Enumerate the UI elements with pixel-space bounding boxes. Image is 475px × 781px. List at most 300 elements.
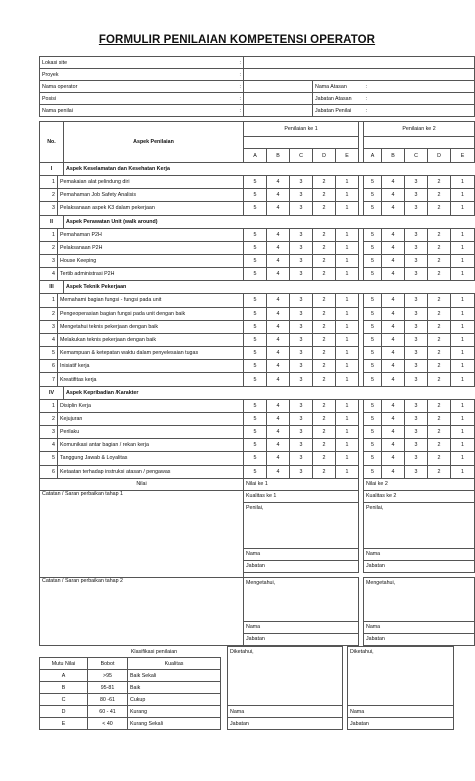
score-p2-option[interactable]: 2 xyxy=(428,294,451,307)
score-p1-option[interactable]: 3 xyxy=(290,202,313,215)
score-p2-option[interactable]: 1 xyxy=(451,202,475,215)
score-p1-option[interactable]: 1 xyxy=(336,399,359,412)
penilaian1-header: Penilaian ke 1 xyxy=(244,122,359,137)
score-p2-option[interactable]: 4 xyxy=(382,320,405,333)
score-p1-option[interactable]: 4 xyxy=(267,360,290,373)
colon: : xyxy=(64,81,244,93)
score-p1-option[interactable]: 4 xyxy=(267,439,290,452)
score-p1-option[interactable]: 3 xyxy=(290,320,313,333)
score-p1-option[interactable]: 5 xyxy=(244,294,267,307)
score-p1-option[interactable]: 2 xyxy=(313,254,336,267)
score-p2-option[interactable]: 2 xyxy=(428,228,451,241)
criteria-label: Pemahaman P2H xyxy=(58,228,244,241)
field-row-penilai xyxy=(40,105,475,117)
score-p2-option[interactable]: 3 xyxy=(405,320,428,333)
score-p2-option[interactable]: 5 xyxy=(364,333,382,346)
signature-area-3[interactable] xyxy=(244,589,359,622)
score-p1-option[interactable]: 4 xyxy=(267,176,290,189)
score-p2-option[interactable]: 5 xyxy=(364,373,382,386)
score-p2-option[interactable]: 2 xyxy=(428,465,451,478)
score-p2-option[interactable]: 1 xyxy=(451,268,475,281)
score-p1-option[interactable]: 1 xyxy=(336,452,359,465)
score-p1-option[interactable]: 1 xyxy=(336,268,359,281)
score-p2-option[interactable]: 1 xyxy=(451,189,475,202)
score-p2-option[interactable]: 5 xyxy=(364,347,382,360)
criteria-no: 4 xyxy=(40,268,58,281)
penilaian2-sub xyxy=(364,137,475,149)
jabatan-atasan-input[interactable] xyxy=(364,93,475,105)
score-p2-option[interactable]: 1 xyxy=(451,373,475,386)
score-p1-option[interactable]: 4 xyxy=(267,426,290,439)
score-p1-option[interactable]: 3 xyxy=(290,439,313,452)
score-p2-option[interactable]: 4 xyxy=(382,452,405,465)
score-p2-option[interactable]: 4 xyxy=(382,228,405,241)
criteria-row xyxy=(40,439,475,452)
score-p1-option[interactable]: 3 xyxy=(290,347,313,360)
score-p2-option[interactable]: 1 xyxy=(451,465,475,478)
score-p2-option[interactable]: 4 xyxy=(382,399,405,412)
signature-area-2[interactable] xyxy=(364,514,475,549)
score-p2-option[interactable]: 4 xyxy=(382,189,405,202)
score-p2-option[interactable]: 5 xyxy=(364,452,382,465)
criteria-label: Inisiatif kerja xyxy=(58,360,244,373)
score-p1-option[interactable]: 3 xyxy=(290,268,313,281)
score-p2-option[interactable]: 1 xyxy=(451,307,475,320)
score-p2-option[interactable]: 4 xyxy=(382,254,405,267)
score-p1-option[interactable]: 3 xyxy=(290,176,313,189)
form-sheet xyxy=(39,56,465,730)
score-p1-option[interactable]: 2 xyxy=(313,399,336,412)
score-p1-option[interactable]: 1 xyxy=(336,360,359,373)
criteria-label: Pemakaian alat pelindung diri xyxy=(58,176,244,189)
score-p1-option[interactable]: 2 xyxy=(313,426,336,439)
nama-4: Nama xyxy=(364,621,475,633)
score-p1-option[interactable]: 1 xyxy=(336,241,359,254)
score-p2-option[interactable]: 1 xyxy=(451,439,475,452)
criteria-row xyxy=(40,399,475,412)
score-p1-option[interactable]: 3 xyxy=(290,452,313,465)
score-p1-option[interactable]: 5 xyxy=(244,254,267,267)
signature-area-5[interactable] xyxy=(228,658,343,706)
score-p2-option[interactable]: 2 xyxy=(428,333,451,346)
score-p2-option[interactable]: 1 xyxy=(451,399,475,412)
score-p1-option[interactable]: 4 xyxy=(267,241,290,254)
score-p1-option[interactable]: 4 xyxy=(267,465,290,478)
score-p1-option[interactable]: 5 xyxy=(244,399,267,412)
colon: : xyxy=(365,95,367,102)
score-p1-option[interactable]: 3 xyxy=(290,189,313,202)
score-p1-option[interactable]: 5 xyxy=(244,241,267,254)
score-p1-option[interactable]: 2 xyxy=(313,189,336,202)
score-p1-option[interactable]: 5 xyxy=(244,176,267,189)
grade-header-p1-2: C xyxy=(290,149,313,163)
score-p1-option[interactable]: 4 xyxy=(267,268,290,281)
score-p2-option[interactable]: 5 xyxy=(364,268,382,281)
score-p1-option[interactable]: 4 xyxy=(267,254,290,267)
klas-mutu: A xyxy=(40,670,88,682)
grade-header-p1-1: B xyxy=(267,149,290,163)
score-p1-option[interactable]: 5 xyxy=(244,333,267,346)
score-p2-option[interactable]: 4 xyxy=(382,465,405,478)
klas-bobot: >95 xyxy=(88,670,128,682)
score-p2-option[interactable]: 4 xyxy=(382,360,405,373)
score-p2-option[interactable]: 1 xyxy=(451,176,475,189)
klas-kualitas: Kurang xyxy=(128,706,221,718)
lokasi-label: Lokasi site xyxy=(40,57,64,69)
score-p2-option[interactable]: 5 xyxy=(364,176,382,189)
score-p2-option[interactable]: 1 xyxy=(451,347,475,360)
criteria-no: 2 xyxy=(40,307,58,320)
score-p1-option[interactable]: 3 xyxy=(290,228,313,241)
score-p1-option[interactable]: 2 xyxy=(313,465,336,478)
catatan2-label[interactable]: Catatan / Saran perbaikan tahap 2 xyxy=(40,577,244,645)
score-p1-option[interactable]: 3 xyxy=(290,373,313,386)
score-p1-option[interactable]: 1 xyxy=(336,202,359,215)
nama-2: Nama xyxy=(364,548,475,560)
score-p1-option[interactable]: 4 xyxy=(267,347,290,360)
score-p2-option[interactable]: 4 xyxy=(382,373,405,386)
score-p2-option[interactable]: 1 xyxy=(451,320,475,333)
nama-1: Nama xyxy=(244,548,359,560)
jabatan-2: Jabatan xyxy=(364,560,475,572)
colon: : xyxy=(365,83,367,90)
criteria-no: 3 xyxy=(40,426,58,439)
score-p2-option[interactable]: 3 xyxy=(405,294,428,307)
score-p1-option[interactable]: 5 xyxy=(244,426,267,439)
score-p2-option[interactable]: 1 xyxy=(451,254,475,267)
score-p1-option[interactable]: 5 xyxy=(244,202,267,215)
score-p1-option[interactable]: 4 xyxy=(267,202,290,215)
score-p2-option[interactable]: 5 xyxy=(364,412,382,425)
score-p2-option[interactable]: 3 xyxy=(405,254,428,267)
score-p2-option[interactable]: 3 xyxy=(405,268,428,281)
score-p1-option[interactable]: 5 xyxy=(244,439,267,452)
score-p2-option[interactable]: 5 xyxy=(364,426,382,439)
score-p1-option[interactable]: 4 xyxy=(267,189,290,202)
score-p1-option[interactable]: 2 xyxy=(313,452,336,465)
criteria-row xyxy=(40,426,475,439)
score-p2-option[interactable]: 2 xyxy=(428,399,451,412)
score-p1-option[interactable]: 4 xyxy=(267,294,290,307)
nama-3: Nama xyxy=(244,621,359,633)
score-p1-option[interactable]: 5 xyxy=(244,412,267,425)
score-p1-option[interactable]: 1 xyxy=(336,439,359,452)
score-p1-option[interactable]: 3 xyxy=(290,426,313,439)
score-p2-option[interactable]: 3 xyxy=(405,399,428,412)
score-p1-option[interactable]: 3 xyxy=(290,254,313,267)
score-p1-option[interactable]: 1 xyxy=(336,294,359,307)
score-p1-option[interactable]: 2 xyxy=(313,241,336,254)
score-p2-option[interactable]: 1 xyxy=(451,426,475,439)
score-p1-option[interactable]: 3 xyxy=(290,360,313,373)
score-p1-option[interactable]: 2 xyxy=(313,228,336,241)
score-p2-option[interactable]: 3 xyxy=(405,202,428,215)
score-p1-option[interactable]: 5 xyxy=(244,373,267,386)
jabatan-4: Jabatan xyxy=(364,633,475,645)
criteria-label: Kejujuran xyxy=(58,412,244,425)
klas-header-kualitas: Kualitas xyxy=(128,658,221,670)
grade-header-p2-3: D xyxy=(428,149,451,163)
score-p1-option[interactable]: 5 xyxy=(244,268,267,281)
score-p2-option[interactable]: 5 xyxy=(364,241,382,254)
form-title: FORMULIR PENILAIAN KOMPETENSI OPERATOR xyxy=(98,34,376,46)
score-p1-option[interactable]: 3 xyxy=(290,294,313,307)
klas-header-bobot: Bobot xyxy=(88,658,128,670)
catatan1-label[interactable]: Catatan / Saran perbaikan tahap 1 xyxy=(40,490,244,577)
score-p1-option[interactable]: 3 xyxy=(290,412,313,425)
criteria-no: 1 xyxy=(40,228,58,241)
score-p2-option[interactable]: 4 xyxy=(382,439,405,452)
score-p1-option[interactable]: 5 xyxy=(244,452,267,465)
score-p2-option[interactable]: 5 xyxy=(364,294,382,307)
score-p2-option[interactable]: 3 xyxy=(405,228,428,241)
kualitas-ke1[interactable]: Kualitas ke 1 xyxy=(244,490,359,502)
score-p1-option[interactable]: 2 xyxy=(313,294,336,307)
grade-header-p1-4: E xyxy=(336,149,359,163)
score-p1-option[interactable]: 4 xyxy=(267,307,290,320)
score-p2-option[interactable]: 4 xyxy=(382,347,405,360)
section-title: Aspek Teknik Pekerjaan xyxy=(64,281,475,294)
score-p2-option[interactable]: 1 xyxy=(451,452,475,465)
score-p2-option[interactable]: 5 xyxy=(364,399,382,412)
score-p1-option[interactable]: 3 xyxy=(290,307,313,320)
signature-area-4[interactable] xyxy=(364,589,475,622)
score-p1-option[interactable]: 4 xyxy=(267,333,290,346)
diketahui-1: Diketahui, xyxy=(228,646,343,658)
score-p1-option[interactable]: 1 xyxy=(336,307,359,320)
colon: : xyxy=(64,105,244,117)
grade-header-p1-3: D xyxy=(313,149,336,163)
score-p1-option[interactable]: 1 xyxy=(336,412,359,425)
score-p2-option[interactable]: 2 xyxy=(428,176,451,189)
score-p2-option[interactable]: 4 xyxy=(382,426,405,439)
criteria-no: 4 xyxy=(40,333,58,346)
score-p2-option[interactable]: 2 xyxy=(428,189,451,202)
score-p2-option[interactable]: 3 xyxy=(405,412,428,425)
score-p2-option[interactable]: 1 xyxy=(451,294,475,307)
score-p2-option[interactable]: 3 xyxy=(405,452,428,465)
field-row-proyek xyxy=(40,69,475,81)
score-p1-option[interactable]: 1 xyxy=(336,228,359,241)
score-p1-option[interactable]: 2 xyxy=(313,307,336,320)
klas-row xyxy=(40,706,454,718)
score-p2-option[interactable]: 1 xyxy=(451,333,475,346)
jabatan-6: Jabatan xyxy=(348,718,454,730)
score-p2-option[interactable]: 2 xyxy=(428,452,451,465)
score-p2-option[interactable]: 2 xyxy=(428,241,451,254)
score-p2-option[interactable]: 4 xyxy=(382,176,405,189)
criteria-label: Mengetahui teknis pekerjaan dengan baik xyxy=(58,320,244,333)
score-p2-option[interactable]: 2 xyxy=(428,426,451,439)
criteria-label: Komunikasi antar bagian / rekan kerja xyxy=(58,439,244,452)
score-p2-option[interactable]: 3 xyxy=(405,333,428,346)
score-p2-option[interactable]: 1 xyxy=(451,228,475,241)
criteria-no: 3 xyxy=(40,254,58,267)
criteria-no: 5 xyxy=(40,452,58,465)
score-p2-option[interactable]: 4 xyxy=(382,241,405,254)
signature-area-6[interactable] xyxy=(348,658,454,706)
score-p2-option[interactable]: 1 xyxy=(451,412,475,425)
score-p2-option[interactable]: 3 xyxy=(405,241,428,254)
signature-area-1[interactable] xyxy=(244,514,359,549)
nilai-ke1[interactable]: Nilai ke 1 xyxy=(244,478,359,490)
score-p2-option[interactable]: 5 xyxy=(364,189,382,202)
score-p2-option[interactable]: 3 xyxy=(405,439,428,452)
score-p1-option[interactable]: 1 xyxy=(336,465,359,478)
grade-header-p2-4: E xyxy=(451,149,475,163)
score-p1-option[interactable]: 5 xyxy=(244,320,267,333)
score-p1-option[interactable]: 5 xyxy=(244,189,267,202)
score-p2-option[interactable]: 3 xyxy=(405,176,428,189)
score-p2-option[interactable]: 3 xyxy=(405,307,428,320)
score-p1-option[interactable]: 4 xyxy=(267,228,290,241)
score-p1-option[interactable]: 2 xyxy=(313,268,336,281)
score-p2-option[interactable]: 3 xyxy=(405,465,428,478)
score-p2-option[interactable]: 5 xyxy=(364,320,382,333)
score-p2-option[interactable]: 4 xyxy=(382,268,405,281)
score-p2-option[interactable]: 4 xyxy=(382,202,405,215)
kualitas-ke2[interactable]: Kualitas ke 2 xyxy=(364,490,475,502)
score-p1-option[interactable]: 5 xyxy=(244,228,267,241)
score-p2-option[interactable]: 2 xyxy=(428,254,451,267)
score-p1-option[interactable]: 1 xyxy=(336,426,359,439)
criteria-row xyxy=(40,176,475,189)
score-p1-option[interactable]: 5 xyxy=(244,465,267,478)
criteria-row xyxy=(40,347,475,360)
criteria-row xyxy=(40,360,475,373)
score-p2-option[interactable]: 4 xyxy=(382,294,405,307)
field-row-lokasi xyxy=(40,57,475,69)
klas-kualitas: Baik xyxy=(128,682,221,694)
score-p1-option[interactable]: 2 xyxy=(313,176,336,189)
score-p2-option[interactable]: 2 xyxy=(428,412,451,425)
score-p1-option[interactable]: 4 xyxy=(267,399,290,412)
score-p1-option[interactable]: 1 xyxy=(336,176,359,189)
jabatan-penilai-input[interactable] xyxy=(364,105,475,117)
criteria-row xyxy=(40,412,475,425)
colon: : xyxy=(64,69,244,81)
score-p1-option[interactable]: 4 xyxy=(267,320,290,333)
score-p1-option[interactable]: 1 xyxy=(336,254,359,267)
section-title: Aspek Perawatan Unit (walk around) xyxy=(64,215,475,228)
score-p2-option[interactable]: 4 xyxy=(382,307,405,320)
score-p2-option[interactable]: 4 xyxy=(382,412,405,425)
score-p2-option[interactable]: 3 xyxy=(405,373,428,386)
score-p2-option[interactable]: 5 xyxy=(364,307,382,320)
score-p2-option[interactable]: 2 xyxy=(428,268,451,281)
score-p1-option[interactable]: 2 xyxy=(313,202,336,215)
nilai-ke2[interactable]: Nilai ke 2 xyxy=(364,478,475,490)
score-p1-option[interactable]: 2 xyxy=(313,412,336,425)
score-p2-option[interactable]: 3 xyxy=(405,189,428,202)
score-p2-option[interactable]: 2 xyxy=(428,307,451,320)
score-p2-option[interactable]: 2 xyxy=(428,373,451,386)
penilai1-label: Penilai, xyxy=(244,502,359,514)
criteria-label: Kemampuan & ketepatan waktu dalam penyelesaian tugas xyxy=(58,347,244,360)
field-row-posisi xyxy=(40,93,475,105)
proyek-input[interactable] xyxy=(244,69,475,81)
score-p1-option[interactable]: 1 xyxy=(336,189,359,202)
atasan-input[interactable] xyxy=(364,81,475,93)
score-p2-option[interactable]: 2 xyxy=(428,439,451,452)
score-p2-option[interactable]: 4 xyxy=(382,333,405,346)
section-title: Aspek Kepribadian /Karakter xyxy=(64,386,475,399)
score-p2-option[interactable]: 5 xyxy=(364,254,382,267)
score-p1-option[interactable]: 5 xyxy=(244,347,267,360)
penilai-input[interactable] xyxy=(244,105,313,117)
nilai-row xyxy=(40,478,475,490)
score-p2-option[interactable]: 3 xyxy=(405,347,428,360)
criteria-label: Kreatifitas kerja xyxy=(58,373,244,386)
score-p1-option[interactable]: 4 xyxy=(267,373,290,386)
criteria-label: House Keeping xyxy=(58,254,244,267)
criteria-row xyxy=(40,373,475,386)
criteria-label: Disiplin Kerja xyxy=(58,399,244,412)
grade-header-p2-2: C xyxy=(405,149,428,163)
score-p1-option[interactable]: 3 xyxy=(290,465,313,478)
score-p1-option[interactable]: 1 xyxy=(336,347,359,360)
score-p1-option[interactable]: 3 xyxy=(290,241,313,254)
criteria-row xyxy=(40,189,475,202)
diketahui-2: Diketahui, xyxy=(348,646,454,658)
klas-mutu: D xyxy=(40,706,88,718)
score-p1-option[interactable]: 4 xyxy=(267,452,290,465)
score-p1-option[interactable]: 2 xyxy=(313,347,336,360)
section-row xyxy=(40,281,475,294)
colon: : xyxy=(365,107,367,114)
section-no: I xyxy=(40,163,64,176)
jabatan-penilai-label: Jabatan Penilai xyxy=(313,105,364,117)
score-p2-option[interactable]: 1 xyxy=(451,241,475,254)
score-p2-option[interactable]: 2 xyxy=(428,202,451,215)
mengetahui-2: Mengetahui, xyxy=(364,577,475,589)
score-p2-option[interactable]: 5 xyxy=(364,465,382,478)
score-p1-option[interactable]: 2 xyxy=(313,320,336,333)
score-p1-option[interactable]: 1 xyxy=(336,333,359,346)
score-p1-option[interactable]: 3 xyxy=(290,333,313,346)
score-p2-option[interactable]: 3 xyxy=(405,360,428,373)
criteria-row xyxy=(40,333,475,346)
score-p1-option[interactable]: 2 xyxy=(313,439,336,452)
operator-input[interactable] xyxy=(244,81,313,93)
penilai-label: Nama penilai xyxy=(40,105,64,117)
score-p2-option[interactable]: 3 xyxy=(405,426,428,439)
score-p1-option[interactable]: 5 xyxy=(244,307,267,320)
score-p1-option[interactable]: 4 xyxy=(267,412,290,425)
score-p2-option[interactable]: 2 xyxy=(428,360,451,373)
score-p2-option[interactable]: 2 xyxy=(428,320,451,333)
score-p1-option[interactable]: 3 xyxy=(290,399,313,412)
score-p2-option[interactable]: 5 xyxy=(364,202,382,215)
score-p1-option[interactable]: 2 xyxy=(313,373,336,386)
lokasi-input[interactable] xyxy=(244,57,475,69)
score-p2-option[interactable]: 5 xyxy=(364,228,382,241)
score-p2-option[interactable]: 1 xyxy=(451,360,475,373)
score-p1-option[interactable]: 1 xyxy=(336,320,359,333)
nama-5: Nama xyxy=(228,706,343,718)
jabatan-1: Jabatan xyxy=(244,560,359,572)
score-p1-option[interactable]: 2 xyxy=(313,333,336,346)
score-p2-option[interactable]: 5 xyxy=(364,360,382,373)
posisi-input[interactable] xyxy=(244,93,313,105)
score-p1-option[interactable]: 1 xyxy=(336,373,359,386)
score-p2-option[interactable]: 2 xyxy=(428,347,451,360)
atasan-label: Nama Atasan xyxy=(313,81,364,93)
score-p1-option[interactable]: 2 xyxy=(313,360,336,373)
criteria-no: 2 xyxy=(40,412,58,425)
score-p2-option[interactable]: 5 xyxy=(364,439,382,452)
score-p1-option[interactable]: 5 xyxy=(244,360,267,373)
